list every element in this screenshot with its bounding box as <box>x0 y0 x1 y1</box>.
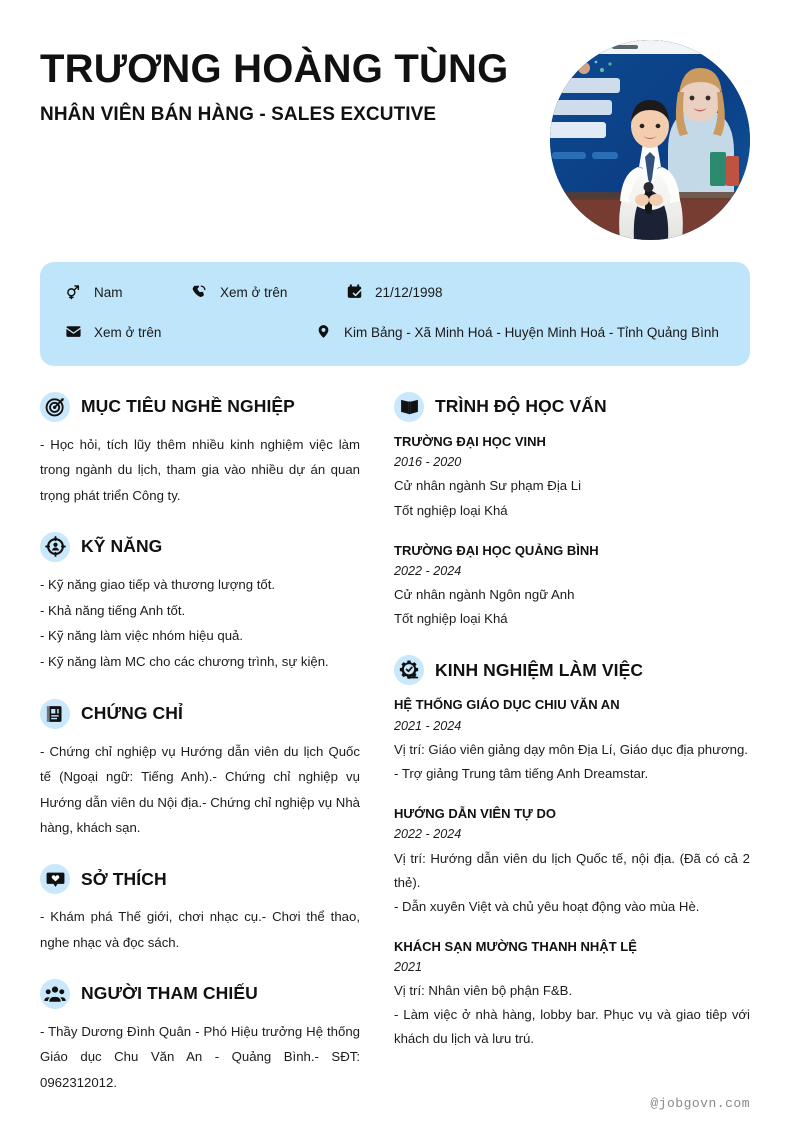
section-header <box>40 392 360 422</box>
envelope-icon <box>62 322 84 341</box>
header-text-block <box>40 40 536 126</box>
contact-row-1 <box>62 282 728 304</box>
section-references <box>40 979 360 1095</box>
skills-list <box>40 572 360 675</box>
contact-dob-value: 21/12/1998 <box>375 285 443 300</box>
contact-address-value: Kim Bảng - Xã Minh Hoá - Huyện Minh Hoá - Tỉnh Quảng Bình <box>344 324 719 340</box>
entry-line: Vị trí: Hướng dẫn viên du lịch Quốc tế, nội địa. (Đã có cả 2 thẻ). <box>394 850 750 890</box>
entry-period: 2022 - 2024 <box>394 564 462 579</box>
contact-dob <box>343 282 728 304</box>
entry-line: - Làm việc ở nhà hàng, lobby bar. Phục vụ và giao tiêp với khách du lịch và lưu trú. <box>394 1007 750 1047</box>
section-hobbies <box>40 864 360 955</box>
right-column <box>394 392 750 1051</box>
contact-email-value: Xem ở trên <box>94 324 162 340</box>
section-experience <box>394 655 750 1051</box>
certificate-document-icon <box>40 699 70 729</box>
education-entry <box>394 541 750 632</box>
full-name: TRƯƠNG HOÀNG TÙNG <box>40 47 509 91</box>
section-header <box>40 864 360 894</box>
certificates-body: - Chứng chỉ nghiệp vụ Hướng dẫn viên du lịch Quốc tế (Ngoại ngữ: Tiếng Anh).- Chứng chỉ nghiệp vụ Hướng dẫn viên du Nội địa.- Chứng chỉ nghiệp vụ Nhà hàng, khách sạn. <box>40 743 360 835</box>
heart-speech-bubble-icon <box>40 864 70 894</box>
contact-address <box>312 322 728 344</box>
entry-org: TRƯỜNG ĐẠI HỌC VINH <box>394 433 546 449</box>
education-entry <box>394 432 750 523</box>
profile-photo <box>550 40 750 240</box>
watermark: @jobgovn.com <box>650 1096 750 1111</box>
cv-body <box>0 366 790 1095</box>
hobbies-body: - Khám phá Thế giới, chơi nhạc cụ.- Chơi thể thao, nghe nhạc và đọc sách. <box>40 909 360 950</box>
people-group-icon <box>40 979 70 1009</box>
list-item: - Kỹ năng giao tiếp và thương lượng tốt. <box>40 576 276 592</box>
section-certificates <box>40 699 360 840</box>
entry-line: Cử nhân ngành Sư phạm Địa Li <box>394 478 582 494</box>
entry-line: Vị trí: Giáo viên giảng dạy môn Địa Lí, Giáo dục địa phương. <box>394 741 748 757</box>
entry-line: Cử nhân ngành Ngôn ngữ Anh <box>394 587 575 603</box>
section-header <box>40 532 360 562</box>
entry-line: - Trợ giảng Trung tâm tiếng Anh Dreamstar. <box>394 765 649 781</box>
location-pin-icon <box>312 322 334 341</box>
entry-period: 2021 <box>394 960 423 975</box>
gear-check-icon <box>394 655 424 685</box>
skills-person-target-icon <box>40 532 70 562</box>
entry-org: KHÁCH SẠN MƯỜNG THANH NHẬT LỆ <box>394 938 637 954</box>
section-title: SỞ THÍCH <box>81 868 167 889</box>
experience-entry <box>394 695 750 786</box>
open-book-icon <box>394 392 424 422</box>
section-header <box>394 392 750 422</box>
entry-line: - Dẫn xuyên Việt và chủ yêu hoạt động vào mùa Hè. <box>394 898 700 914</box>
contact-gender <box>62 282 188 304</box>
list-item: - Kỹ năng làm MC cho các chương trình, sự kiện. <box>40 654 329 670</box>
job-title: NHÂN VIÊN BÁN HÀNG - SALES EXCUTIVE <box>40 104 437 125</box>
list-item: - Kỹ năng làm việc nhóm hiệu quả. <box>40 628 244 644</box>
experience-entry <box>394 937 750 1052</box>
section-title: MỤC TIÊU NGHỀ NGHIỆP <box>81 396 295 417</box>
career-objective-body: - Học hỏi, tích lũy thêm nhiều kinh nghiệm việc làm trong ngành du lịch, tham gia vào nhiều dự án quan trọng phát triển Công ty. <box>40 436 360 503</box>
experience-entry <box>394 804 750 919</box>
contact-phone-value: Xem ở trên <box>220 285 288 300</box>
entry-org: HƯỚNG DẪN VIÊN TỰ DO <box>394 805 556 821</box>
entry-line: Tốt nghiệp loại Khá <box>394 611 508 627</box>
left-column <box>40 392 360 1095</box>
entry-line: Vị trí: Nhân viên bộ phận F&B. <box>394 983 573 999</box>
section-title: CHỨNG CHỈ <box>81 703 183 724</box>
calendar-icon <box>343 282 365 301</box>
contact-gender-value: Nam <box>94 285 123 300</box>
section-title: KINH NGHIỆM LÀM VIỆC <box>435 659 644 680</box>
entry-org: HỆ THỐNG GIÁO DỤC CHIU VĂN AN <box>394 697 620 713</box>
section-title: TRÌNH ĐỘ HỌC VẤN <box>435 396 607 417</box>
contact-row-2 <box>62 322 728 344</box>
entry-line: Tốt nghiệp loại Khá <box>394 502 508 518</box>
section-education <box>394 392 750 631</box>
target-icon <box>40 392 70 422</box>
cv-header <box>0 0 790 240</box>
section-header <box>40 699 360 729</box>
section-skills <box>40 532 360 675</box>
contact-phone <box>188 282 343 304</box>
section-career-objective <box>40 392 360 508</box>
profile-photo-image <box>550 40 750 240</box>
gender-icon <box>62 282 84 301</box>
section-header <box>40 979 360 1009</box>
references-body: - Thầy Dương Đình Quân - Phó Hiệu trưởng Hệ thống Giáo dục Chu Văn An - Quảng Bình.- SĐT: 0962312012. <box>40 1023 360 1090</box>
entry-org: TRƯỜNG ĐẠI HỌC QUẢNG BÌNH <box>394 542 599 558</box>
contact-card <box>40 262 750 366</box>
section-title: NGƯỜI THAM CHIẾU <box>81 983 258 1004</box>
section-header <box>394 655 750 685</box>
section-title: KỸ NĂNG <box>81 536 163 557</box>
entry-period: 2016 - 2020 <box>394 455 462 470</box>
entry-period: 2022 - 2024 <box>394 827 462 842</box>
list-item: - Khả năng tiếng Anh tốt. <box>40 602 186 618</box>
entry-period: 2021 - 2024 <box>394 718 462 733</box>
contact-email <box>62 322 312 344</box>
phone-icon <box>188 282 210 301</box>
